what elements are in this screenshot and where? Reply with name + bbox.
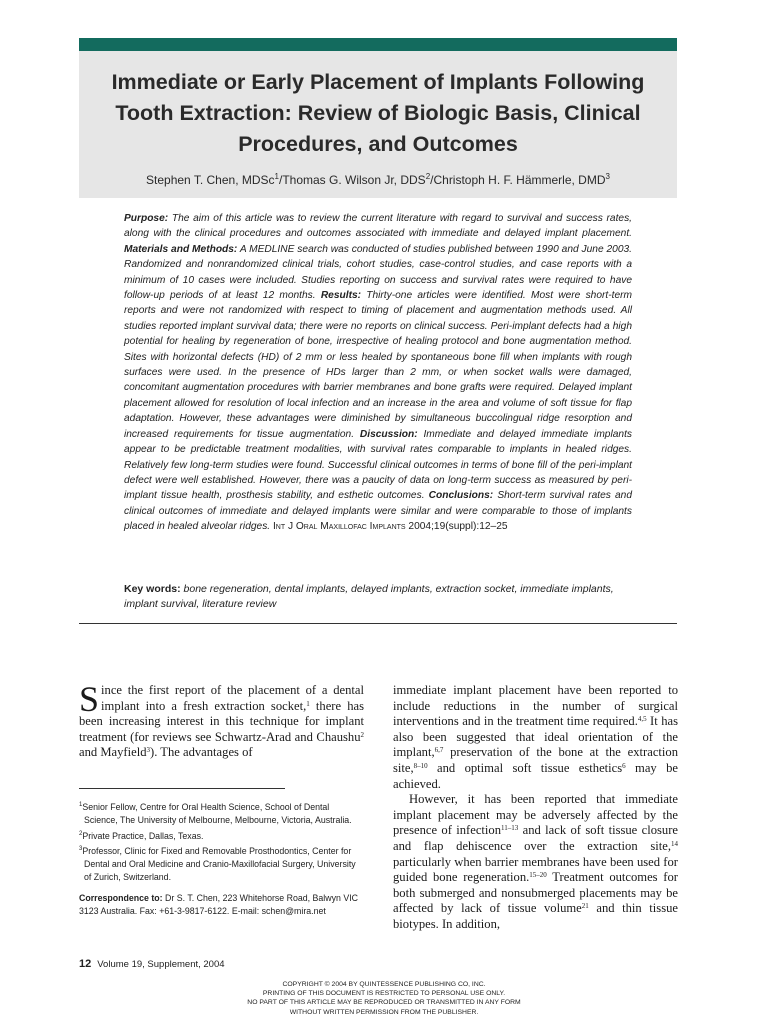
footnote xyxy=(79,843,364,885)
abstract-purpose-label: Purpose: xyxy=(124,213,169,224)
abstract-discussion-text: Immediate and delayed immediate implants appear to be predictable treatment modalities, with survival rates comparable to implants in healed ridges. Relatively few long-term studies were found. Successful clinical outcomes in terms of bone fill of the peri-implant defect were well established. However, there was a paucity of data on long-term success as measured by peri-implant tissue health, prosthesis stability, and esthetic outcomes. xyxy=(124,428,632,502)
title-line: Procedures, and Outcomes xyxy=(238,132,518,156)
correspondence-text: Dr S. T. Chen, 223 Whitehorse Road, Balwyn VIC 3123 Australia. Fax: +61-3-9817-6122. E-mail: schen@mira.net xyxy=(79,892,359,916)
copyright-line: WITHOUT WRITTEN PERMISSION FROM THE PUBLISHER. xyxy=(289,1008,479,1016)
footnote-divider xyxy=(79,788,285,789)
section-divider xyxy=(79,623,677,624)
paragraph xyxy=(393,792,678,932)
body-text: and lack of soft tissue closure and flap dehiscence over the extraction site, xyxy=(393,823,678,853)
body-text: and thin tissue biotypes. In addition, xyxy=(393,901,678,931)
body-column-right xyxy=(393,683,678,933)
abstract-methods-label: Materials and Methods: xyxy=(124,243,238,255)
abstract-conclusions-label: Conclusions: xyxy=(428,490,494,502)
citation-ref: 15–20 xyxy=(529,871,547,880)
citation-ref: 1 xyxy=(306,699,310,708)
citation-ref: 14 xyxy=(671,839,678,848)
body-text: ). The advantages of xyxy=(150,745,253,760)
header-accent-bar xyxy=(79,38,677,51)
abstract-conclusions-text: Short-term survival rates and clinical outcomes of immediate and delayed implants were similar and were comparable to those of implants placed in healed alveolar ridges. xyxy=(124,490,632,533)
body-text: particularly when barrier membranes have been used for guided bone regeneration. xyxy=(393,854,678,885)
citation-ref: 11–13 xyxy=(501,824,519,833)
copyright-line: NO PART OF THIS ARTICLE MAY BE REPRODUCED OR TRANSMITTED IN ANY FORM xyxy=(247,999,521,1007)
title-block xyxy=(79,51,677,198)
title-line: Immediate or Early Placement of Implants Following xyxy=(111,70,645,94)
body-text: ince the first report of the placement of a dental implant into a fresh extraction socket, xyxy=(101,683,364,713)
body-text: may be achieved. xyxy=(393,760,678,791)
abstract xyxy=(124,211,632,535)
body-column-left xyxy=(79,679,364,761)
author-name: Stephen T. Chen, MDSc xyxy=(146,173,275,187)
citation-ref: 6,7 xyxy=(434,746,444,755)
citation-ref: 8–10 xyxy=(413,761,428,770)
volume-info: Volume 19, Supplement, 2004 xyxy=(97,959,225,970)
abstract-discussion-label: Discussion: xyxy=(359,428,418,440)
abstract-methods-text: A MEDLINE search was conducted of studies published between 1990 and June 2003. Randomized and nonrandomized clinical trials, cohort studies, case-control studies, and case reports with a minimum of 10 cases were included. Studies reporting on success and survival rates were required to have follow-up periods of at least 12 months. xyxy=(124,243,632,302)
author-affiliation-mark: 2 xyxy=(425,172,431,181)
footnote-number: 2 xyxy=(79,830,83,837)
body-text: preservation of the bone at the extraction site, xyxy=(393,745,678,775)
page-number: 12 xyxy=(79,958,92,970)
article-title xyxy=(85,67,671,160)
footnote-text: Private Practice, Dallas, Texas. xyxy=(82,830,204,841)
footnote-number: 3 xyxy=(79,845,83,852)
author-name: /Christoph H. F. Hämmerle, DMD xyxy=(430,173,606,187)
copyright-line: PRINTING OF THIS DOCUMENT IS RESTRICTED TO PERSONAL USE ONLY. xyxy=(262,990,506,998)
author-affiliation-mark: 1 xyxy=(274,172,279,181)
citation-journal: Int J Oral Maxillofac Implants xyxy=(272,521,406,533)
footnote xyxy=(79,799,364,828)
copyright-notice xyxy=(0,980,768,1017)
abstract-results-label: Results: xyxy=(320,290,362,302)
correspondence-label: Correspondence to: xyxy=(79,892,163,903)
body-text: and Mayfield xyxy=(79,745,147,760)
keywords-label: Key words: xyxy=(124,583,181,595)
copyright-line: COPYRIGHT © 2004 BY QUINTESSENCE PUBLISHING CO, INC. xyxy=(282,981,486,988)
footnote-text: Senior Fellow, Centre for Oral Health Science, School of Dental Science, The University of Melbourne, Melbourne, Victoria, Australia. xyxy=(82,801,352,826)
correspondence xyxy=(79,892,364,919)
citation-ref: 21 xyxy=(581,902,589,911)
body-text: However, it has been reported that immediate implant placement may be adversely affected by the presence of infection xyxy=(393,792,678,838)
body-text: immediate implant placement have been reported to include reductions in the number of surgical interventions and in the treatment time required. xyxy=(393,683,678,729)
body-text: there has been increasing interest in this technique for implant treatment (for reviews see Schwartz-Arad and Chaushu xyxy=(79,698,364,744)
title-line: Tooth Extraction: Review of Biologic Basis, Clinical xyxy=(115,101,641,125)
author-name: /Thomas G. Wilson Jr, DDS xyxy=(278,173,426,187)
citation-ref: 6 xyxy=(622,761,626,770)
keywords-text: bone regeneration, dental implants, delayed implants, extraction socket, immediate implants, implant survival, literature review xyxy=(124,583,614,611)
abstract-results-text: Thirty-one articles were identified. Most were short-term reports and were not randomized with respect to timing of placement and augmentation methods used. All studies reported implant survival data; there were no reports on clinical success. Peri-implant defects had a high potential for healing by regeneration of bone, irrespective of healing protocol and bone augmentation method. Sites with horizontal defects (HD) of 2 mm or less healed by spontaneous bone fill when implants with rough surfaces were used. In the presence of HDs larger than 2 mm, or when socket walls were damaged, concomitant augmentation procedures with barrier membranes and bone grafts were required. Delayed implant placement allowed for resolution of local infection and an increase in the area and volume of soft tissue for flap adaptation. However, these advantages were diminished by simultaneous buccolingual ridge resorption and increased requirements for tissue augmentation. xyxy=(124,290,632,440)
citation-ref: 4,5 xyxy=(637,715,647,724)
citation-details: 2004;19(suppl):12–25 xyxy=(405,521,508,533)
footnote-text: Professor, Clinic for Fixed and Removable Prosthodontics, Center for Dental and Oral Medicine and Cranio-Maxillofacial Surgery, University of Zurich, Switzerland. xyxy=(82,845,356,883)
footnote-number: 1 xyxy=(79,802,83,808)
author-affiliation-mark: 3 xyxy=(605,172,610,181)
footnote xyxy=(79,828,364,843)
citation-ref: 3 xyxy=(146,746,150,755)
body-text: and optimal soft tissue esthetics xyxy=(427,760,623,775)
body-text: Treatment outcomes for both submerged and nonsubmerged placements may be affected by lack of tissue volume xyxy=(393,870,678,916)
abstract-purpose-text: The aim of this article was to review the current literature with regard to survival and success rates, along with the clinical procedures and outcomes associated with immediate and delayed implant placement. xyxy=(124,213,632,240)
keywords xyxy=(124,582,632,613)
citation-ref: 2 xyxy=(360,730,364,739)
body-text: It has also been suggested that ideal orientation of the implant, xyxy=(393,714,678,760)
page-footer xyxy=(79,958,225,970)
author-list xyxy=(79,169,677,188)
drop-cap: S xyxy=(79,679,100,719)
footnotes xyxy=(79,799,364,918)
